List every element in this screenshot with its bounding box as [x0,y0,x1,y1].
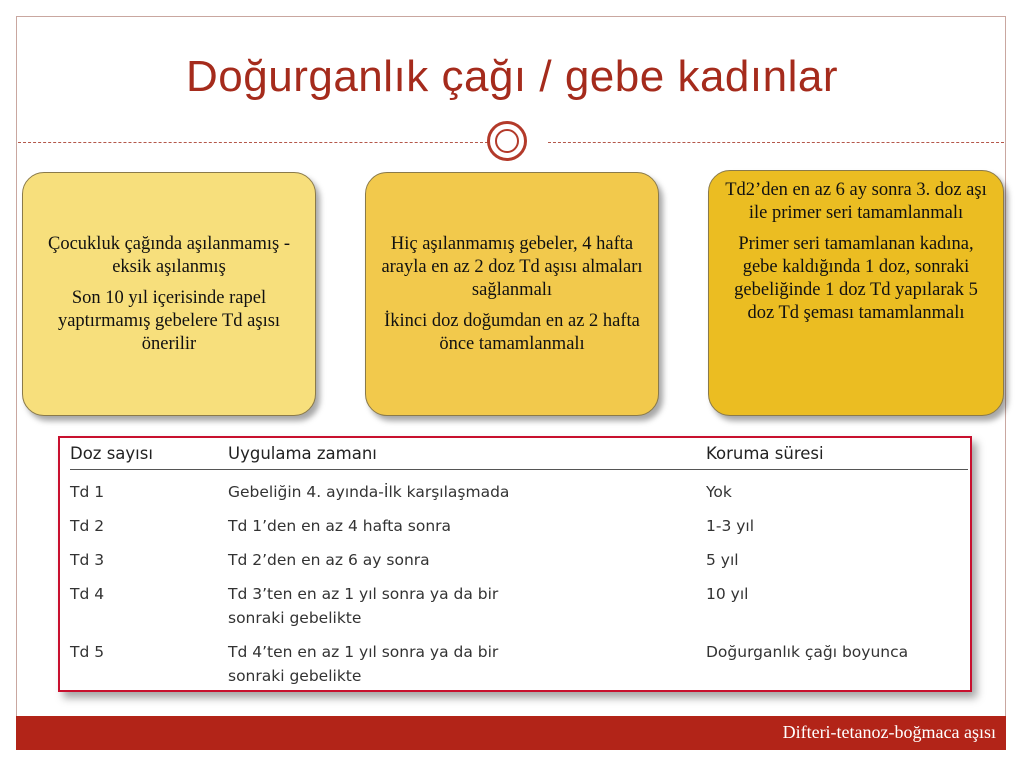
box-paragraph: Primer seri tamamlanan kadına, gebe kaldığında 1 doz, sonraki gebeliğinde 1 doz Td yapılarak 5 doz Td şeması tamamlanmalı [734,234,978,323]
cell-time: Td 3’ten en az 1 yıl sonra ya da bir sonraki gebelikte [228,585,499,627]
footer-text: Difteri-tetanoz-boğmaca aşısı [782,722,996,742]
footer-bar [16,716,1006,750]
cell-time: Gebeliğin 4. ayında-İlk karşılaşmada [228,483,510,501]
divider-circle-ornament [487,121,527,161]
cell-dose: Td 4 [70,585,105,603]
cell-protection: Doğurganlık çağı boyunca [706,643,909,661]
cell-protection: Yok [706,483,732,501]
info-box-primary-series [708,170,1004,416]
cell-dose: Td 2 [70,517,105,535]
table-row [70,470,968,505]
cell-time: Td 2’den en az 6 ay sonra [228,551,430,569]
cell-time: Td 1’den en az 4 hafta sonra [228,517,452,535]
box-paragraph: Td2’den en az 6 ay sonra 3. doz aşı ile primer seri tamamlanmalı [725,180,987,223]
box-paragraph: Çocukluk çağında aşılanmamış - eksik aşılanmış [48,233,290,277]
header-application-time: Uygulama zamanı [228,442,706,470]
cell-protection: 5 yıl [706,551,739,569]
box-paragraph: Hiç aşılanmamış gebeler, 4 hafta arayla en az 2 doz Td aşısı almaları sağlanmalı [381,233,643,300]
cell-protection: 10 yıl [706,585,749,603]
cell-dose: Td 3 [70,551,105,569]
table-row [70,538,968,572]
dose-table [70,442,968,688]
title-divider-right [548,142,1004,143]
title-divider-left [18,142,488,143]
table-header-row [70,442,968,470]
slide-title: Doğurganlık çağı / gebe kadınlar [186,52,838,101]
table-row [70,630,968,688]
header-protection-duration: Koruma süresi [706,442,968,470]
table-row [70,504,968,538]
info-box-never-vaccinated [365,172,659,416]
cell-dose: Td 1 [70,483,105,501]
cell-protection: 1-3 yıl [706,517,755,535]
box-paragraph: Son 10 yıl içerisinde rapel yaptırmamış gebelere Td aşısı önerilir [57,287,281,354]
header-dose-count: Doz sayısı [70,442,228,470]
table-row [70,572,968,630]
cell-dose: Td 5 [70,643,105,661]
cell-time: Td 4’ten en az 1 yıl sonra ya da bir sonraki gebelikte [228,643,499,685]
info-box-unvaccinated [22,172,316,416]
dose-table-container [58,436,972,692]
box-paragraph: İkinci doz doğumdan en az 2 hafta önce tamamlanmalı [384,310,640,354]
